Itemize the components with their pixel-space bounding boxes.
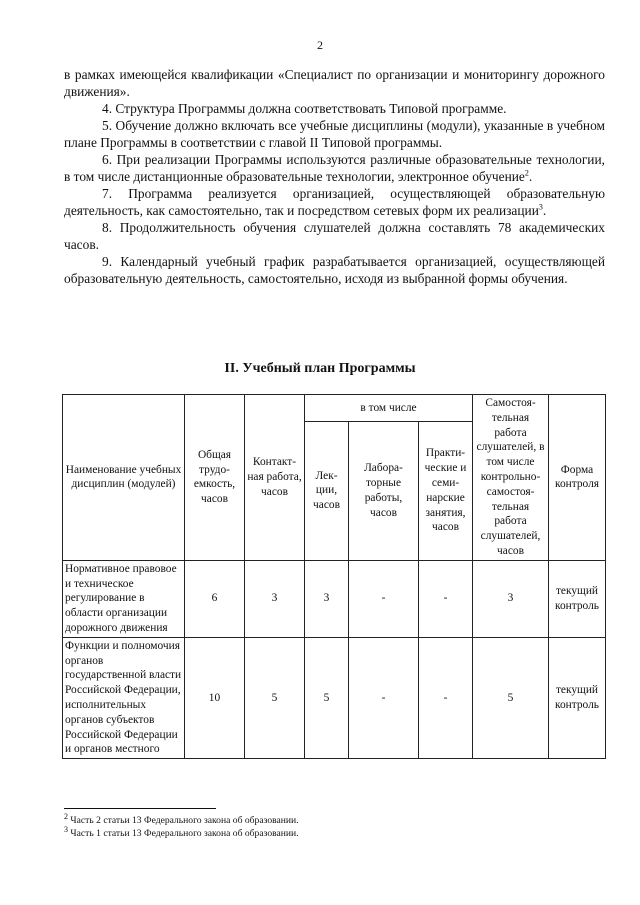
footnote-text: Часть 1 статьи 13 Федерального закона об образовании.: [70, 828, 299, 839]
footnote-text: Часть 2 статьи 13 Федерального закона об образовании.: [70, 815, 299, 826]
table-header-row: [63, 395, 606, 422]
paragraph-6: 6. При реализации Программы используются различные образовательные технологии, в том числе дистанционные образовательные технологии, электронное обучение$^2$.: [64, 152, 605, 184]
header-total: Общая трудо-емкость, часов: [185, 395, 245, 561]
cell-name: Функции и полномочия органов государственной власти Российской Федерации, исполнительных органов субъектов Российской Федерации и органов местного: [63, 637, 185, 758]
footnote-ref-3: 3: [538, 202, 543, 212]
paragraph-4: 4. Структура Программы должна соответствовать Типовой программе.: [102, 101, 507, 116]
body-text: [64, 66, 605, 287]
cell-labs: -: [349, 637, 419, 758]
cell-lectures: 3: [305, 560, 349, 637]
footnote-3: [64, 824, 604, 840]
footnotes: [64, 811, 604, 840]
paragraph-6-text: 6. При реализации Программы используются различные образовательные технологии, в том числе дистанционные образовательные технологии, электронное обучение: [64, 152, 605, 184]
cell-total: 6: [185, 560, 245, 637]
paragraph-7-text: 7. Программа реализуется организацией, осуществляющей образовательную деятельность, как самостоятельно, так и посредством сетевых форм их реализации: [64, 186, 605, 218]
cell-self: 3: [473, 560, 549, 637]
curriculum-table: [62, 394, 606, 759]
header-labs: Лабора-торные работы, часов: [349, 421, 419, 560]
paragraph-7: 7. Программа реализуется организацией, осуществляющей образовательную деятельность, как самостоятельно, так и посредством сетевых форм их реализации$^3$.: [64, 186, 605, 218]
cell-form: текущий контроль: [549, 637, 606, 758]
section-title: II. Учебный план Программы: [224, 361, 416, 376]
cell-labs: -: [349, 560, 419, 637]
footnote-2: [64, 811, 604, 827]
cell-self: 5: [473, 637, 549, 758]
paragraph-9: 9. Календарный учебный график разрабатывается организацией, осуществляющей образовательную деятельность, самостоятельно, исходя из выбранной формы обучения.: [64, 254, 605, 286]
page-number: 2: [317, 38, 323, 52]
header-practice: Практи-ческие и семи-нарские занятия, часов: [419, 421, 473, 560]
paragraph-5: 5. Обучение должно включать все учебные дисциплины (модули), указанные в учебном плане Программы в соответствии с главой II Типовой программы.: [64, 118, 605, 150]
cell-practice: -: [419, 637, 473, 758]
cell-name: Нормативное правовое и техническое регулирование в области организации дорожного движения: [63, 560, 185, 637]
table-row: [63, 560, 606, 637]
header-self: Самостоя-тельная работа слушателей, в том числе контрольно-самостоя-тельная работа слушателей, часов: [473, 395, 549, 561]
footnote-divider: [64, 808, 216, 809]
header-contact: Контакт-ная работа, часов: [245, 395, 305, 561]
cell-contact: 3: [245, 560, 305, 637]
footnote-number: 2: [64, 811, 68, 821]
paragraph-continuation: в рамках имеющейся квалификации «Специалист по организации и мониторингу дорожного движения».: [64, 67, 605, 99]
cell-total: 10: [185, 637, 245, 758]
footnote-ref-2: 2: [524, 168, 529, 178]
table-row: [63, 637, 606, 758]
header-name: Наименование учебных дисциплин (модулей): [63, 395, 185, 561]
cell-practice: -: [419, 560, 473, 637]
paragraph-8: 8. Продолжительность обучения слушателей должна составлять 78 академических часов.: [64, 220, 605, 252]
cell-contact: 5: [245, 637, 305, 758]
cell-form: текущий контроль: [549, 560, 606, 637]
header-form: Форма контроля: [549, 395, 606, 561]
cell-lectures: 5: [305, 637, 349, 758]
footnote-number: 3: [64, 824, 68, 834]
header-lectures: Лек-ции, часов: [305, 421, 349, 560]
header-group: в том числе: [305, 395, 473, 422]
